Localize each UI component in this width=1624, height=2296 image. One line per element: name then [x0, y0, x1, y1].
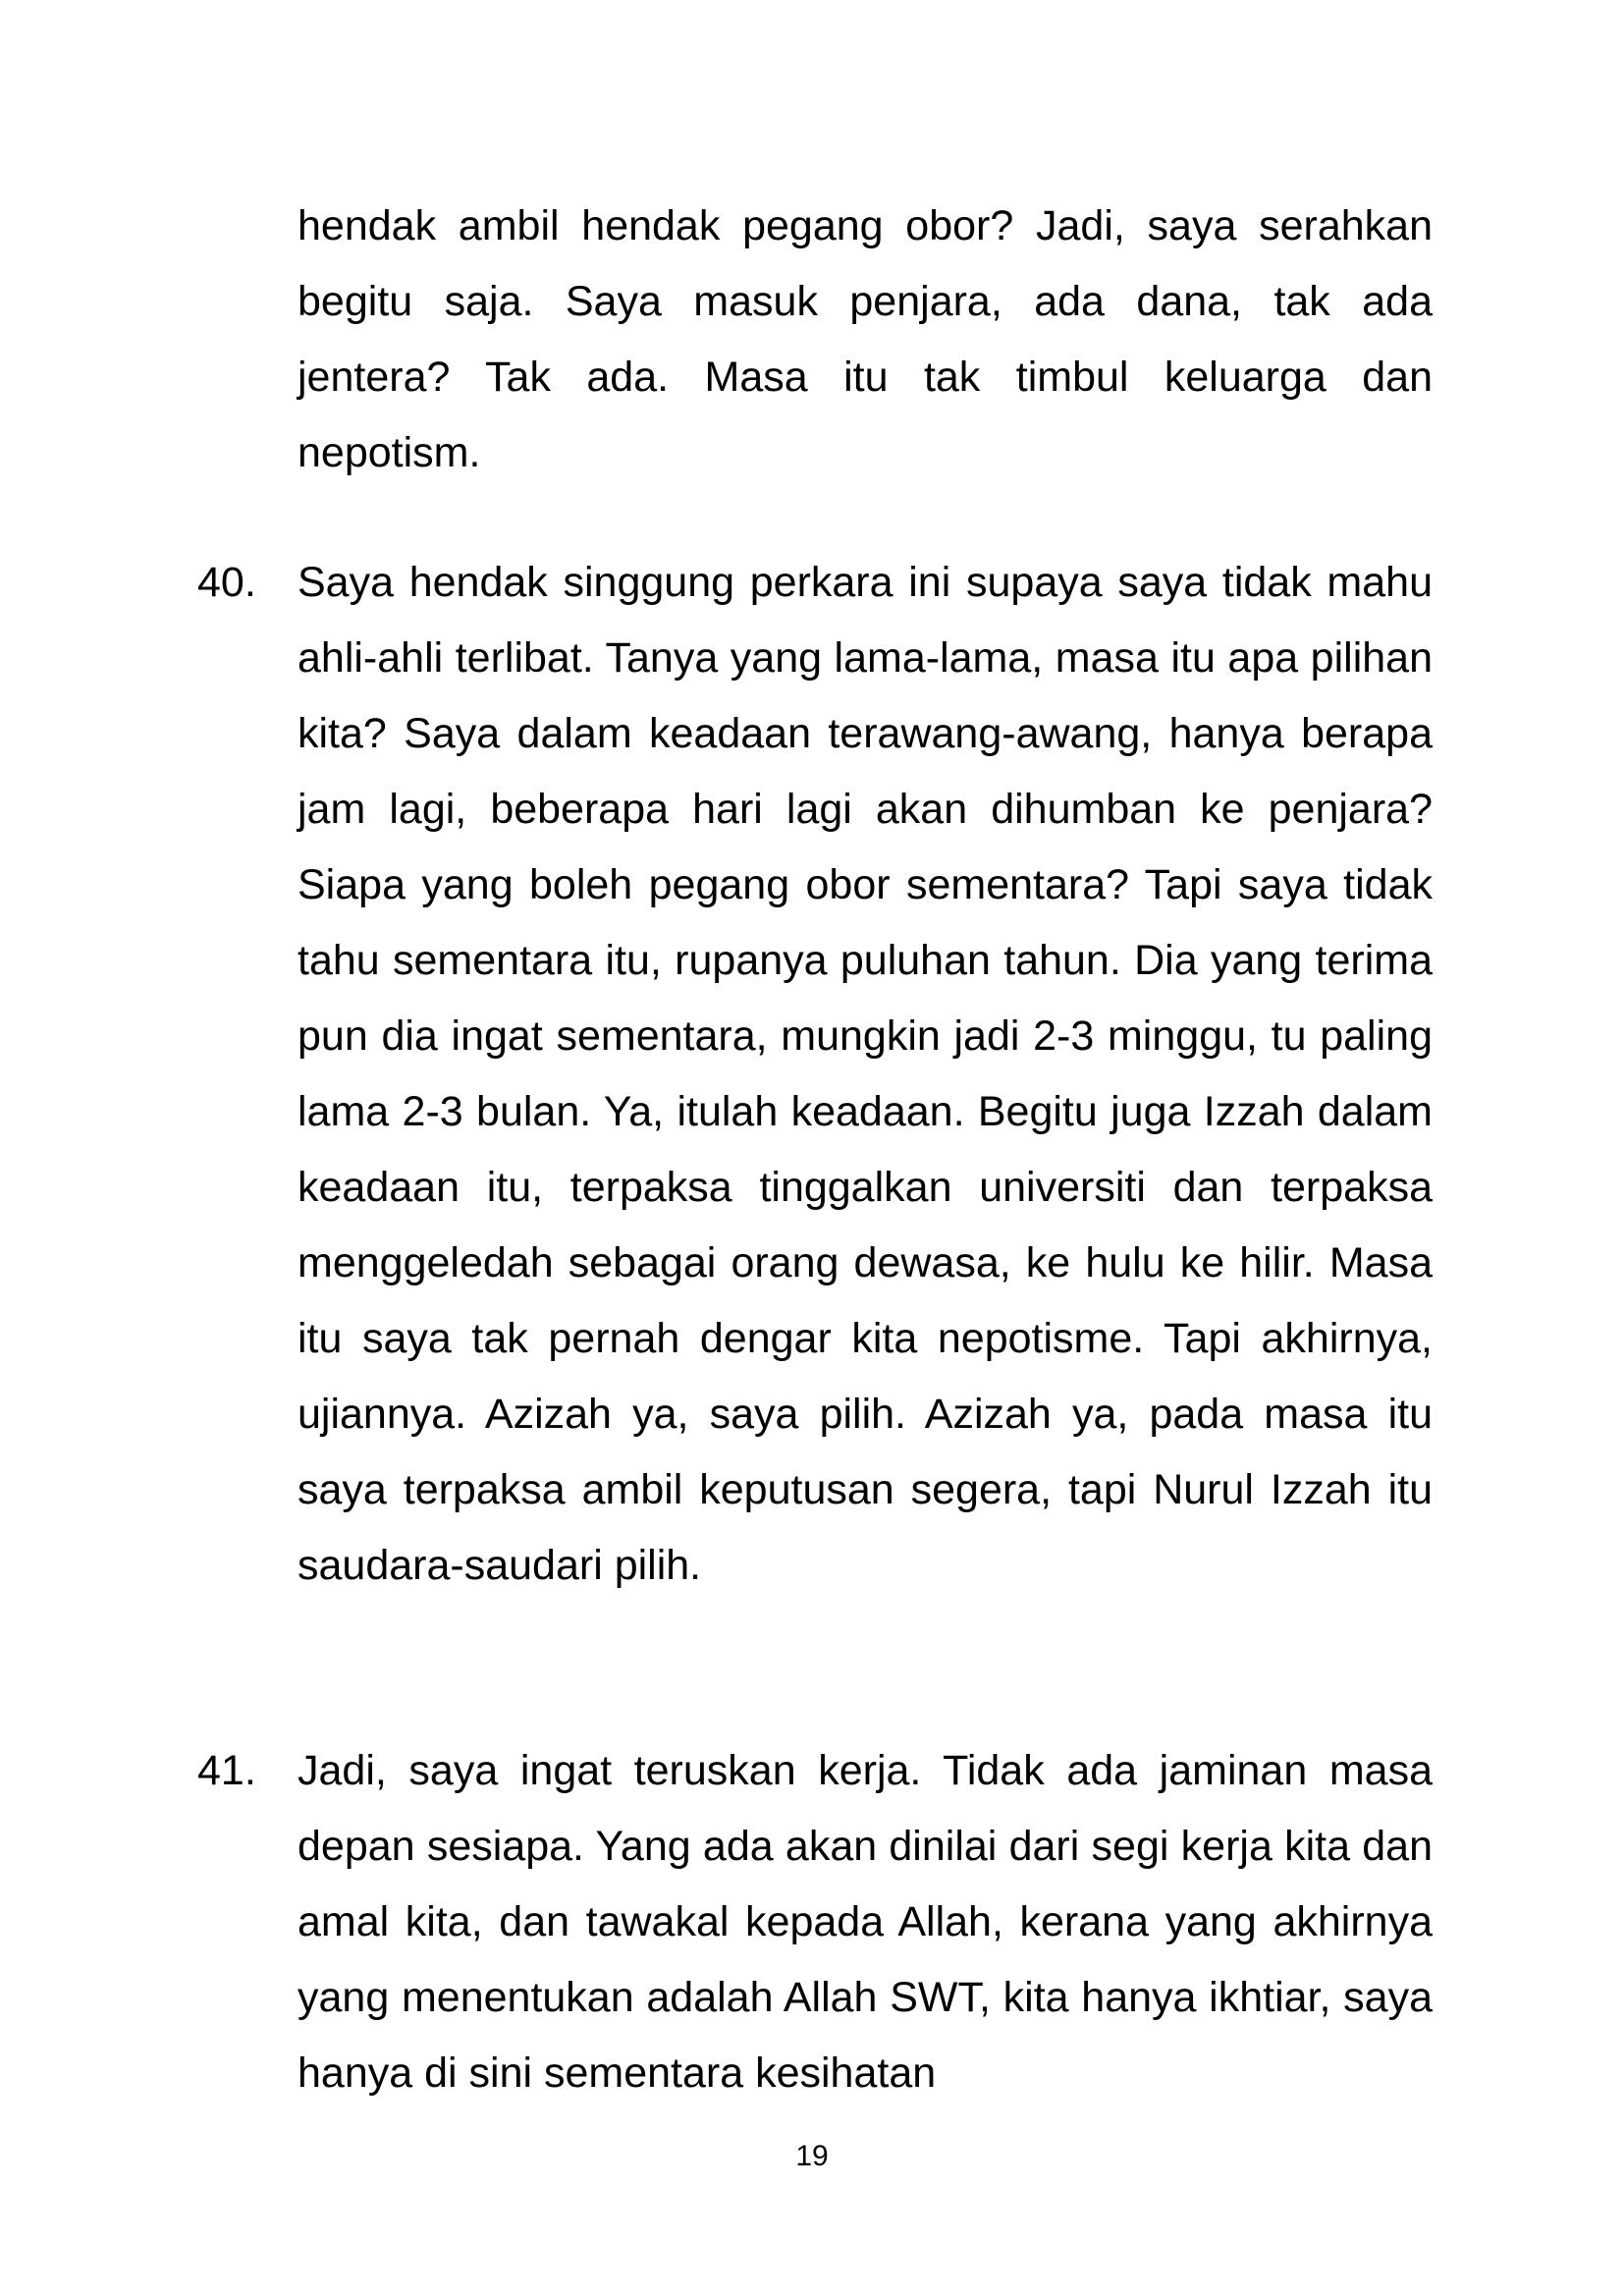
paragraph-continued: hendak ambil hendak pegang obor? Jadi, saya serahkan begitu saja. Saya masuk penjara, ada dana, tak ada jentera? Tak ada. Masa itu tak timbul keluarga dan nepotism. [298, 202, 1433, 476]
page-number: 19 [795, 2140, 829, 2172]
paragraph-40: Saya hendak singgung perkara ini supaya saya tidak mahu ahli-ahli terlibat. Tanya yang lama-lama, masa itu apa pilihan kita? Saya dalam keadaan terawang-awang, hanya berapa jam lagi, beberapa hari lagi akan dihumban ke penjara? Siapa yang boleh pegang obor sementara? Tapi saya tidak tahu sementara itu, rupanya puluhan tahun. Dia yang terima pun dia ingat sementara, mungkin jadi 2-3 minggu, tu paling lama 2-3 bulan. Ya, itulah keadaan. Begitu juga Izzah dalam keadaan itu, terpaksa tinggalkan universiti dan terpaksa menggeledah sebagai orang dewasa, ke hulu ke hilir. Masa itu saya tak pernah dengar kita nepotisme. Tapi akhirnya, ujiannya. Azizah ya, saya pilih. Azizah ya, pada masa itu saya terpaksa ambil keputusan segera, tapi Nurul Izzah itu saudara-saudari pilih. [298, 559, 1433, 1589]
paragraph-number-40: 40. [197, 559, 256, 606]
paragraph-number-41: 41. [197, 1747, 256, 1794]
paragraph-41: Jadi, saya ingat teruskan kerja. Tidak ada jaminan masa depan sesiapa. Yang ada akan dinilai dari segi kerja kita dan amal kita, dan tawakal kepada Allah, kerana yang akhirnya yang menentukan adalah Allah SWT, kita hanya ikhtiar, saya hanya di sini sementara kesihatan [298, 1747, 1433, 2097]
